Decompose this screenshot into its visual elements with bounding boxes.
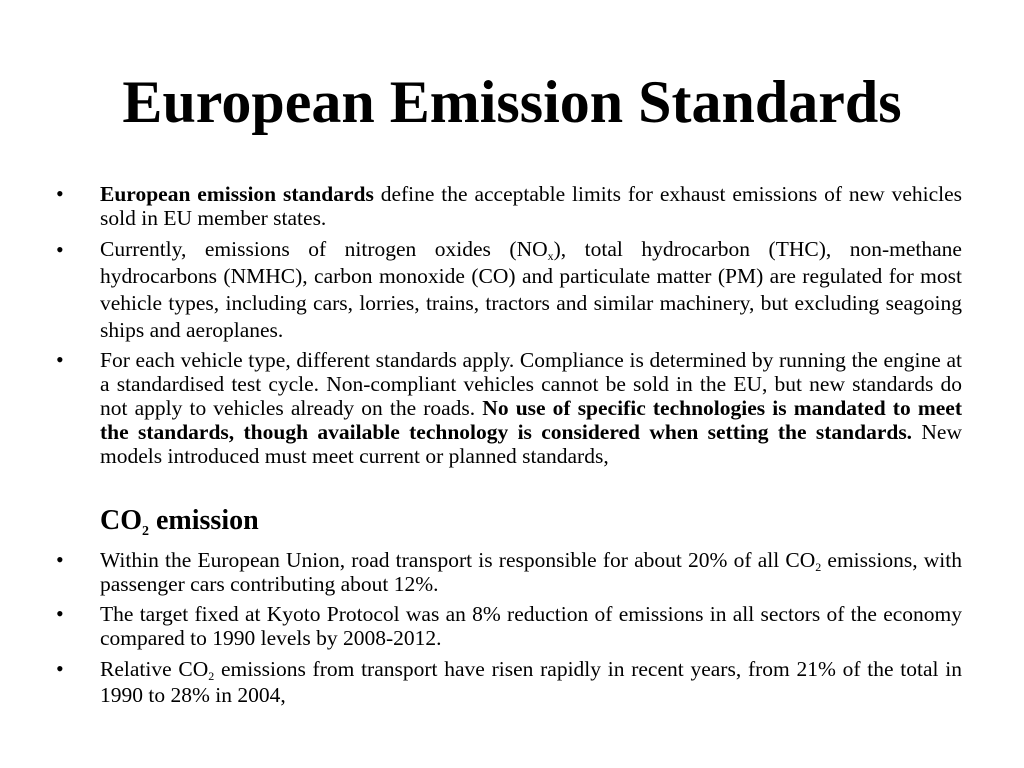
- bullet-relative-emissions: [100, 656, 962, 708]
- bullet-text-a: For each vehicle type, different standards apply. Compliance is determined by running the engine at a standardised test cycle. Non-compliant vehicles cannot be sold in the EU, but new standards do not apply to vehicles already on the roads.: [100, 348, 962, 420]
- bullet-text: The target fixed at Kyoto Protocol was an 8% reduction of emissions in all sectors of the economy compared to 1990 levels by 2008-2012.: [100, 602, 962, 650]
- nox-subscript: x: [547, 249, 554, 263]
- bullet-bold-lead: European emission standards: [100, 182, 374, 206]
- bullet-road-transport: [100, 548, 962, 596]
- bullet-text: define the acceptable limits for exhaust emissions of new vehicles sold in EU member states.: [100, 182, 963, 230]
- bullet-text-a: Relative CO: [100, 657, 209, 681]
- bullet-regulated-pollutants: [100, 236, 962, 344]
- co2-subscript: 2: [815, 560, 822, 574]
- heading-prefix: CO: [100, 505, 142, 536]
- bullet-vehicle-standards: [100, 348, 962, 468]
- bullet-text-b: emissions, with passenger cars contributing about 12%.: [100, 548, 962, 596]
- bullet-text-a: Currently, emissions of nitrogen oxides (NO: [100, 237, 548, 261]
- bullet-kyoto-target: [100, 602, 962, 650]
- bullet-emission-standards: [100, 182, 962, 230]
- bullet-text-a: Within the European Union, road transport is responsible for about 20% of all CO: [100, 548, 816, 572]
- co2-section-heading: [100, 504, 962, 538]
- bullet-bold-text: No use of specific technologies is mandated to meet the standards, though available technology is considered when setting the standards.: [100, 396, 962, 444]
- bullet-text-b: New models introduced must meet current or planned standards,: [100, 420, 962, 468]
- heading-suffix: emission: [149, 505, 259, 536]
- slide-title: European Emission Standards: [122, 69, 902, 135]
- co2-section: [100, 500, 962, 714]
- bullet-text-b: emissions from transport have risen rapidly in recent years, from 21% of the total in 1990 to 28% in 2004,: [100, 657, 962, 707]
- co2-subscript: 2: [208, 669, 215, 683]
- bullet-list: [100, 182, 962, 474]
- bullet-text-b: ), total hydrocarbon (THC), non-methane hydrocarbons (NMHC), carbon monoxide (CO) and particulate matter (PM) are regulated for most vehicle types, including cars, lorries, trains, tractors and similar machinery, but excluding seagoing ships and aeroplanes.: [100, 237, 962, 342]
- heading-subscript: 2: [142, 524, 149, 539]
